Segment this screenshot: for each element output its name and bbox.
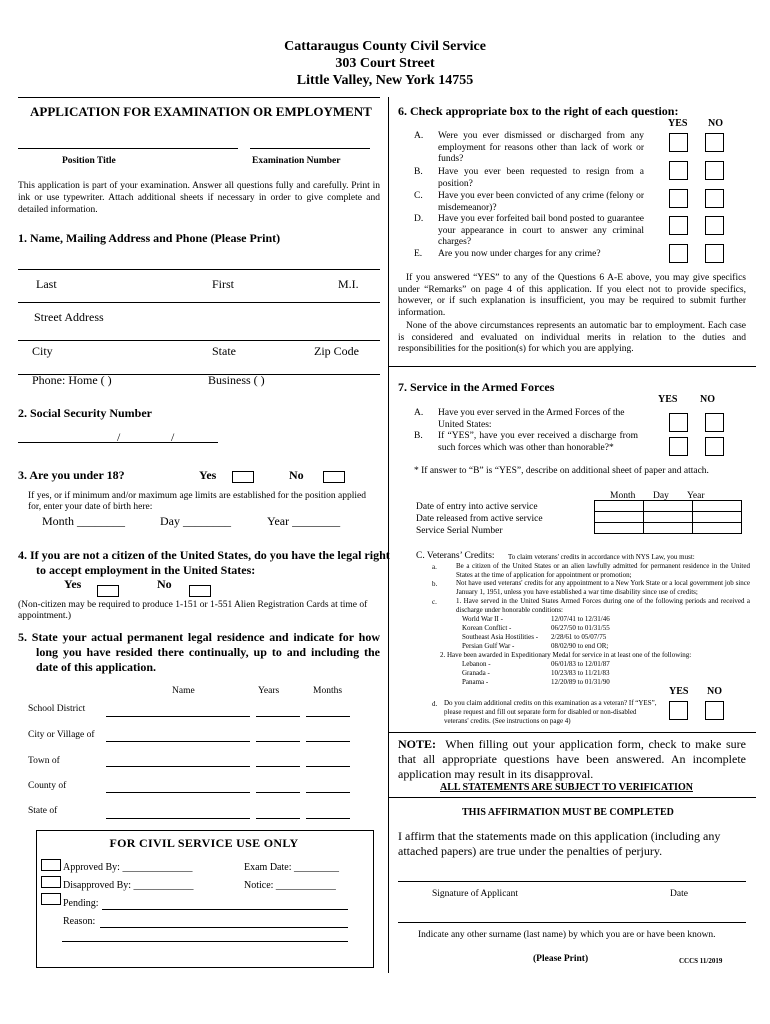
entry-month-cell[interactable] [595,501,644,512]
residence-years-field[interactable] [256,741,300,742]
residence-years-field[interactable] [256,792,300,793]
veterans-credits-title: C. Veterans’ Credits: [416,551,495,561]
vc-a-text: Be a citizen of the United States or an alien lawfully admitted for permanent residence in the United States at the time of application for appointment or promotion; [456,562,750,579]
serial-cell-1[interactable] [595,523,644,534]
under18-yes-label: Yes [199,468,217,482]
period-name: World War II - [462,615,503,623]
office-use-title: FOR CIVIL SERVICE USE ONLY [109,836,299,850]
under18-no-checkbox[interactable] [323,471,345,483]
exam-number-field[interactable] [250,148,370,149]
q6b-text: Have you ever been requested to resign from a position? [438,167,644,189]
under18-yes-checkbox[interactable] [232,471,254,483]
ssn-separator-1: / [117,430,121,444]
reason-field-2[interactable] [62,941,348,942]
grid-month-header: Month [610,491,636,501]
residence-months-field[interactable] [306,741,350,742]
q7b-text: If “YES”, have you ever received a discharge from such forces which was other than honorable?* [438,431,638,453]
q6d-no-checkbox[interactable] [705,216,724,235]
q7b-no-checkbox[interactable] [705,437,724,456]
street-field[interactable] [18,340,380,341]
section1-title: 1. Name, Mailing Address and Phone (Please Print) [18,231,281,245]
application-title: APPLICATION FOR EXAMINATION OR EMPLOYMENT [30,104,372,119]
serial-label: Service Serial Number [416,526,503,536]
exam-date-label[interactable]: Exam Date: _________ [244,862,339,873]
service-dates-grid[interactable] [594,500,742,534]
serial-cell-2[interactable] [644,523,693,534]
residence-row-label: School District [28,704,86,714]
surname-field[interactable] [398,922,746,923]
verification-notice: ALL STATEMENTS ARE SUBJECT TO VERIFICATION [440,782,693,793]
citizen-yes-label: Yes [64,577,82,591]
section3-title: 3. Are you under 18? [18,468,125,482]
q6e-text: Are you now under charges for any crime? [438,249,601,259]
residence-col-years: Years [258,686,280,696]
vc-d-no-checkbox[interactable] [705,701,724,720]
q6d-letter: D. [414,214,424,224]
other-surname-label: Indicate any other surname (last name) by which you are or have been known. [418,930,716,940]
q7a-letter: A. [414,408,424,418]
approved-by-label[interactable]: Approved By: ______________ [63,862,193,873]
period-name: Korean Conflict - [462,624,512,632]
q6d-text: Have you ever forfeited bail bond posted to guarantee your appearance in court to answer any criminal charges? [438,214,644,247]
position-title-label: Position Title [62,156,116,166]
q6c-letter: C. [414,191,423,201]
residence-name-field[interactable] [106,792,250,793]
vc-c2-text: 2. Have been awarded in Expeditionary Medal for service in at least one of the following: [440,651,692,659]
q6a-letter: A. [414,131,424,141]
disapproved-checkbox[interactable] [41,876,61,888]
last-name-label: Last [36,277,57,291]
vc-a-letter: a. [432,563,437,571]
section4-title: 4. If you are not a citizen of the United States, do you have the legal right to accept employment in the United States: [18,548,390,577]
section6-title: 6. Check appropriate box to the right of each question: [398,104,679,118]
period-name: Southeast Asia Hostilities - [462,633,539,641]
residence-col-name: Name [172,686,195,696]
vc-d-yes-header: YES [669,686,689,697]
residence-months-field[interactable] [306,792,350,793]
q7b-footnote: * If answer to “B” is “YES”, describe on additional sheet of paper and attach. [414,466,709,476]
affirmation-text: I affirm that the statements made on this application (including any attached papers) are true under the penalties of perjury. [398,829,721,858]
q6-no-header: NO [708,118,723,129]
under18-no-label: No [289,468,304,482]
period-dates: 06/01/83 to 12/01/87 [551,660,610,668]
period-dates: 12/07/41 to 12/31/46 [551,615,610,623]
citizen-note: (Non-citizen may be required to produce 1-151 or 1-551 Alien Registration Cards at time of appointment.) [18,600,368,621]
q6b-yes-checkbox[interactable] [669,161,688,180]
q7b-yes-checkbox[interactable] [669,437,688,456]
q7-no-header: NO [700,394,715,405]
residence-name-field[interactable] [106,741,250,742]
position-title-field[interactable] [18,148,238,149]
q6e-no-checkbox[interactable] [705,244,724,263]
q6c-no-checkbox[interactable] [705,189,724,208]
dob-month[interactable]: Month ________ [42,514,126,528]
disapproved-by-label[interactable]: Disapproved By: ____________ [63,880,194,891]
reason-label: Reason: [63,916,96,927]
business-phone-label: Business ( ) [208,373,265,387]
residence-months-field[interactable] [306,818,350,819]
serial-cell-3[interactable] [693,523,742,534]
period-dates: 10/23/83 to 11/21/83 [551,669,610,677]
q6-yes-header: YES [668,118,688,129]
section7-title: 7. Service in the Armed Forces [398,380,555,394]
dob-note: If yes, or if minimum and/or maximum age limits are established for the position applied for, enter your date of birth here: [28,491,366,512]
vc-b-text: Not have used veterans' credits for any appointment to a New York State or a local government job since January 1, 1951, unless you have established a war time disability since use of credits; [456,579,750,596]
citizen-yes-checkbox[interactable] [97,585,119,597]
mi-label: M.I. [338,277,359,291]
residence-months-field[interactable] [306,716,350,717]
residence-col-months: Months [313,686,343,696]
note-text: When filling out your application form, check to make sure that all appropriate questions have been answered. An incomplete application may result in its disapproval. [398,737,746,781]
residence-name-field[interactable] [106,766,250,767]
residence-name-field[interactable] [106,716,250,717]
q6b-letter: B. [414,167,423,177]
section2-title: 2. Social Security Number [18,406,152,420]
ssn-separator-2: / [171,430,175,444]
period-name: Persian Gulf War - [462,642,515,650]
residence-row-label: Town of [28,756,60,766]
residence-years-field[interactable] [256,716,300,717]
citizen-no-checkbox[interactable] [189,585,211,597]
residence-row-label: City or Village of [28,730,95,740]
entry-day-cell[interactable] [644,501,693,512]
entry-year-cell[interactable] [693,501,742,512]
veterans-credits-intro: To claim veterans' credits in accordance with NYS Law, you must: [508,553,695,561]
home-phone-label: Phone: Home ( ) [32,373,112,387]
release-month-cell[interactable] [595,512,644,523]
grid-year-header: Year [687,491,705,501]
release-day-cell[interactable] [644,512,693,523]
citizen-no-label: No [157,577,172,591]
q7b-letter: B. [414,431,423,441]
date-label: Date [670,889,688,899]
residence-months-field[interactable] [306,766,350,767]
q6e-yes-checkbox[interactable] [669,244,688,263]
residence-row-label: State of [28,806,58,816]
period-dates: 06/27/50 to 01/31/55 [551,624,610,632]
vc-c-letter: c. [432,598,437,606]
residence-years-field[interactable] [256,818,300,819]
intro-text: This application is part of your examination. Answer all questions fully and carefully. Print in ink or use typewriter. Attach additional sheets if necessary in order to give complete and detailed information. [18,181,380,215]
dob-day[interactable]: Day ________ [160,514,231,528]
state-label: State [212,344,236,358]
agency-name: Cattaraugus County Civil Service [284,39,486,54]
period-name: Granada - [462,669,490,677]
period-dates: 12/20/89 to 01/31/90 [551,678,610,686]
agency-city: Little Valley, New York 14755 [296,73,474,88]
release-year-cell[interactable] [693,512,742,523]
period-name: Lebanon - [462,660,491,668]
vc-b-letter: b. [432,580,438,588]
q6b-no-checkbox[interactable] [705,161,724,180]
q7a-yes-checkbox[interactable] [669,413,688,432]
dob-year[interactable]: Year ________ [267,514,341,528]
street-label: Street Address [34,310,104,324]
pending-label: Pending: [63,898,99,909]
q6a-yes-checkbox[interactable] [669,133,688,152]
period-dates: 2/28/61 to 05/07/75 [551,633,607,641]
grid-day-header: Day [653,491,669,501]
q6a-text: Were you ever dismissed or discharged from any employment for reasons other than lack of work or funds? [438,131,644,164]
vc-d-text: Do you claim additional credits on this examination as a veteran? If “YES”, please request and fill out separate form for disabled or non-disabled veterans' credits. (See instructions on page 4) [444,699,657,725]
vc-c-text: 1. Have served in the United States Armed Forces during one of the following periods and received a discharge under honorable conditions: [456,597,750,614]
pending-checkbox[interactable] [41,893,61,905]
q6-bar-note: None of the above circumstances represents an automatic bar to employment. Each case is considered and evaluated on individual merits in relation to the duties and responsibilities for the position(s) for which you are applying. [398,321,746,354]
approved-checkbox[interactable] [41,859,61,871]
vc-d-yes-checkbox[interactable] [669,701,688,720]
q7-yes-header: YES [658,394,678,405]
name-field[interactable] [18,302,380,303]
date-entry-label: Date of entry into active service [416,502,538,512]
notice-label[interactable]: Notice: ____________ [244,880,336,891]
period-name: Panama - [462,678,489,686]
q7a-no-checkbox[interactable] [705,413,724,432]
q7a-text: Have you ever served in the Armed Forces of the United States: [438,408,625,430]
exam-number-label: Examination Number [252,156,341,166]
reason-field[interactable] [100,927,348,928]
note-block [398,737,746,782]
vc-d-letter: d. [432,700,438,708]
form-id: CCCS 11/2019 [679,957,723,965]
city-label: City [32,344,53,358]
first-name-label: First [212,277,235,291]
signature-field[interactable] [398,881,746,882]
residence-row-label: County of [28,781,67,791]
vc-d-no-header: NO [707,686,722,697]
q6d-yes-checkbox[interactable] [669,216,688,235]
q6c-text: Have you ever been convicted of any crime (felony or misdemeanor)? [438,191,644,213]
q6a-no-checkbox[interactable] [705,133,724,152]
date-release-label: Date released from active service [416,514,543,524]
q6e-letter: E. [414,249,423,259]
agency-street: 303 Court Street [335,56,435,71]
please-print-label: (Please Print) [533,954,589,964]
residence-name-field[interactable] [106,818,250,819]
q6c-yes-checkbox[interactable] [669,189,688,208]
residence-years-field[interactable] [256,766,300,767]
note-label: NOTE: [398,737,437,751]
q6-remarks-note: If you answered “YES” to any of the Questions 6 A-E above, you may give specifics under “Remarks” on page 4 of this application. If you elect not to provide specifics, however, or if such explanation is insufficient, you may be required to submit further information. [398,273,746,318]
period-dates: 08/02/90 to end OR; [551,642,609,650]
signature-label: Signature of Applicant [432,889,519,899]
pending-field[interactable] [102,909,348,910]
affirmation-title: THIS AFFIRMATION MUST BE COMPLETED [462,807,674,818]
zip-label: Zip Code [314,344,359,358]
section5-title: 5. State your actual permanent legal residence and indicate for how long you have resided there continually, up to and including the date of this application. [18,630,380,674]
